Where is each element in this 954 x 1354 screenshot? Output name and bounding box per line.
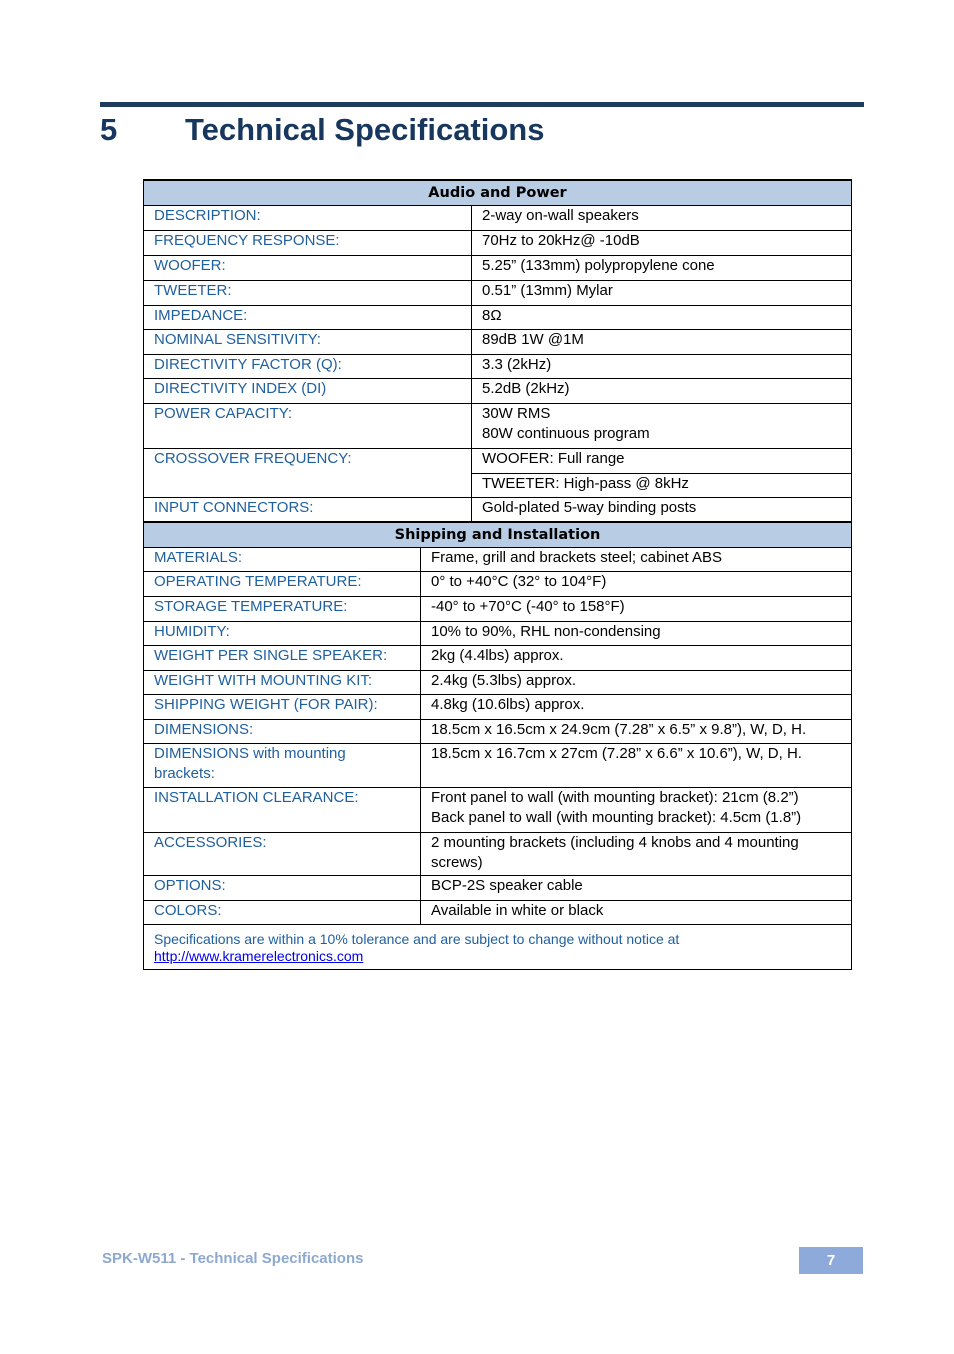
spec-value: 0.51” (13mm) Mylar	[472, 280, 852, 305]
heading-rule	[100, 102, 864, 107]
spec-label: STORAGE TEMPERATURE:	[144, 596, 421, 621]
table-row	[144, 329, 852, 354]
table-row	[144, 787, 852, 832]
section-header-shipping	[144, 522, 852, 547]
spec-label: TWEETER:	[144, 280, 472, 305]
table-row	[144, 547, 852, 571]
spec-label: OPTIONS:	[144, 875, 421, 900]
spec-value: 89dB 1W @1M	[472, 329, 852, 354]
spec-label: IMPEDANCE:	[144, 305, 472, 329]
table-row	[144, 621, 852, 645]
spec-value: 4.8kg (10.6lbs) approx.	[421, 694, 852, 719]
spec-value: 0° to +40°C (32° to 104°F)	[421, 571, 852, 596]
table-row	[144, 280, 852, 305]
spec-label: WEIGHT PER SINGLE SPEAKER:	[144, 645, 421, 670]
spec-label: DIRECTIVITY FACTOR (Q):	[144, 354, 472, 378]
spec-value: 2 mounting brackets (including 4 knobs and 4 mounting screws)	[421, 832, 852, 875]
table-row	[144, 354, 852, 378]
spec-label: WEIGHT WITH MOUNTING KIT:	[144, 670, 421, 694]
spec-label: DIMENSIONS with mounting brackets:	[144, 743, 421, 787]
section-title: Technical Specifications	[185, 112, 545, 147]
section-header-audio-power	[144, 180, 852, 205]
spec-value	[421, 787, 852, 832]
spec-table-container	[143, 179, 851, 970]
table-row	[144, 743, 852, 787]
table-row	[144, 900, 852, 924]
table-row	[144, 378, 852, 403]
spec-label: CROSSOVER FREQUENCY:	[144, 448, 472, 497]
table-row	[144, 205, 852, 230]
table-row	[144, 832, 852, 875]
spec-value: Gold-plated 5-way binding posts	[472, 497, 852, 522]
table-row	[144, 571, 852, 596]
spec-label: INSTALLATION CLEARANCE:	[144, 787, 421, 832]
spec-value: 18.5cm x 16.5cm x 24.9cm (7.28” x 6.5” x 9.8”), W, D, H.	[421, 719, 852, 743]
spec-label: DIMENSIONS:	[144, 719, 421, 743]
footer-title: SPK-W511 - Technical Specifications	[102, 1250, 364, 1267]
spec-value: 10% to 90%, RHL non-condensing	[421, 621, 852, 645]
spec-label: FREQUENCY RESPONSE:	[144, 230, 472, 255]
spec-value: 8Ω	[472, 305, 852, 329]
spec-label: HUMIDITY:	[144, 621, 421, 645]
spec-value: 2kg (4.4lbs) approx.	[421, 645, 852, 670]
spec-value: 5.25” (133mm) polypropylene cone	[472, 255, 852, 280]
spec-value-line: 80W continuous program	[482, 424, 650, 442]
spec-label: POWER CAPACITY:	[144, 403, 472, 448]
table-row	[144, 645, 852, 670]
specs-note	[144, 924, 852, 969]
spec-label: WOOFER:	[144, 255, 472, 280]
spec-value-line: Front panel to wall (with mounting bracket): 21cm (8.2”)	[431, 788, 799, 806]
spec-value: WOOFER: Full range	[472, 448, 852, 473]
table-row	[144, 875, 852, 900]
spec-value: 18.5cm x 16.7cm x 27cm (7.28” x 6.6” x 10.6”), W, D, H.	[421, 743, 852, 787]
page-number: 7	[799, 1247, 863, 1274]
spec-value: 70Hz to 20kHz@ -10dB	[472, 230, 852, 255]
table-row	[144, 924, 852, 969]
spec-label: DIRECTIVITY INDEX (DI)	[144, 378, 472, 403]
section-number: 5	[100, 112, 118, 147]
spec-value: 2-way on-wall speakers	[472, 205, 852, 230]
spec-value-line: 30W RMS	[482, 404, 551, 422]
spec-label: SHIPPING WEIGHT (FOR PAIR):	[144, 694, 421, 719]
spec-label: NOMINAL SENSITIVITY:	[144, 329, 472, 354]
spec-value-line: Back panel to wall (with mounting bracket): 4.5cm (1.8”)	[431, 808, 802, 826]
note-text: Specifications are within a 10% tolerance and are subject to change without notice at	[154, 930, 680, 947]
spec-label: ACCESSORIES:	[144, 832, 421, 875]
table-row	[144, 403, 852, 448]
section-heading	[100, 108, 544, 152]
table-row	[144, 255, 852, 280]
spec-value: 5.2dB (2kHz)	[472, 378, 852, 403]
section-title-audio-power: Audio and Power	[144, 180, 852, 205]
spec-value: BCP-2S speaker cable	[421, 875, 852, 900]
spec-label: MATERIALS:	[144, 547, 421, 571]
table-row	[144, 305, 852, 329]
spec-value: Frame, grill and brackets steel; cabinet ABS	[421, 547, 852, 571]
spec-value: TWEETER: High-pass @ 8kHz	[472, 473, 852, 497]
kramer-website-link[interactable]: http://www.kramerelectronics.com	[154, 947, 364, 964]
table-row	[144, 670, 852, 694]
table-row	[144, 448, 852, 473]
spec-label: COLORS:	[144, 900, 421, 924]
spec-label: DESCRIPTION:	[144, 205, 472, 230]
spec-value: 2.4kg (5.3lbs) approx.	[421, 670, 852, 694]
spec-label: OPERATING TEMPERATURE:	[144, 571, 421, 596]
table-row	[144, 230, 852, 255]
spec-label: INPUT CONNECTORS:	[144, 497, 472, 522]
section-title-shipping: Shipping and Installation	[144, 522, 852, 547]
table-row	[144, 497, 852, 522]
spec-table	[143, 179, 852, 970]
table-row	[144, 596, 852, 621]
spec-value: -40° to +70°C (-40° to 158°F)	[421, 596, 852, 621]
spec-value: Available in white or black	[421, 900, 852, 924]
table-row	[144, 694, 852, 719]
spec-value	[472, 403, 852, 448]
spec-value: 3.3 (2kHz)	[472, 354, 852, 378]
table-row	[144, 719, 852, 743]
